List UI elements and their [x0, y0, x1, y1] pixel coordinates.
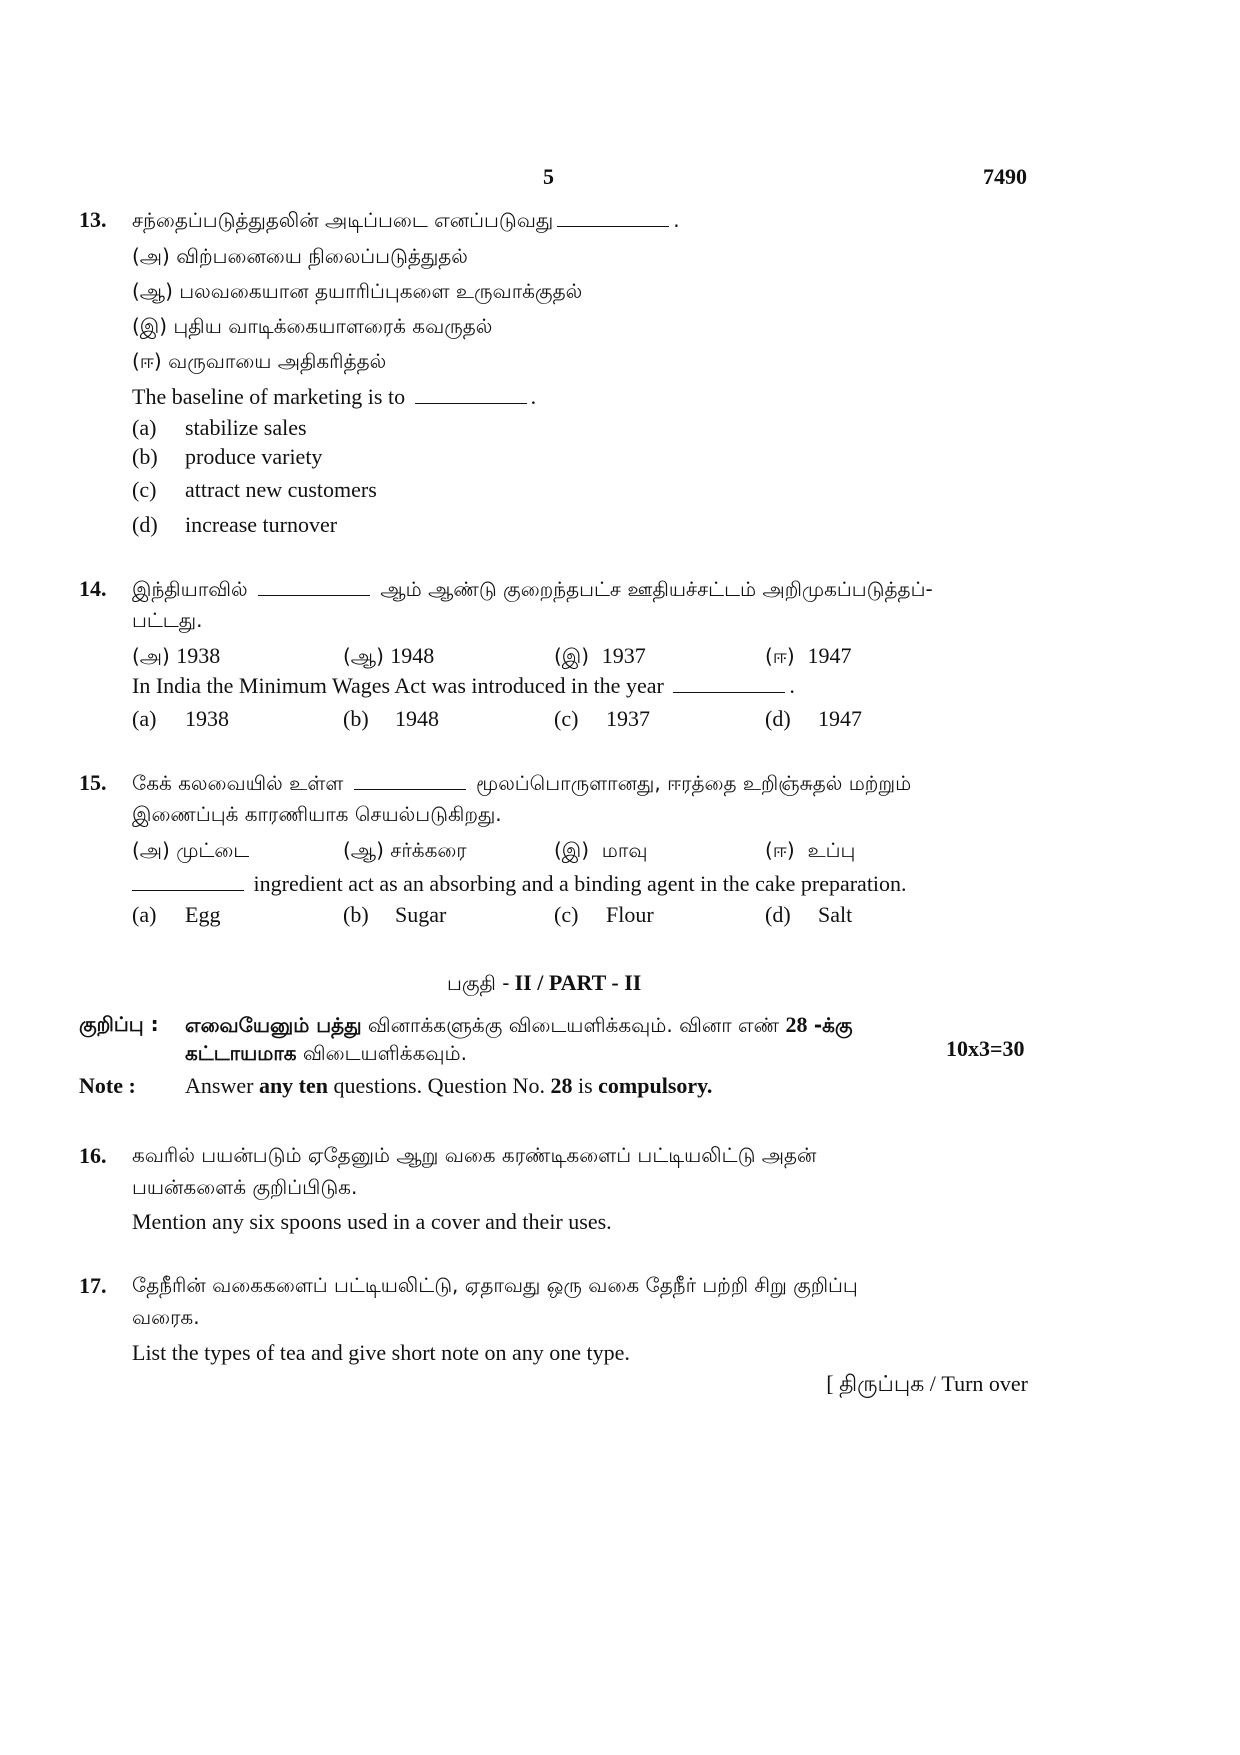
question-text-en: In India the Minimum Wages Act was introduced in the year . — [132, 673, 795, 698]
option-ta: (அ) முட்டை — [132, 838, 250, 862]
marks-allocation: 10x3=30 — [946, 1036, 1025, 1061]
note-label-en: Note : — [79, 1073, 136, 1098]
option-ta: (அ) 1938 — [132, 643, 221, 668]
option-label: (a) — [132, 415, 157, 440]
question-number: 13. — [79, 207, 107, 232]
question-text-en: The baseline of marketing is to . — [132, 384, 537, 409]
answer-blank — [557, 225, 669, 227]
option-label: (d) — [132, 512, 158, 537]
answer-blank — [673, 691, 785, 693]
option-text: increase turnover — [185, 512, 338, 537]
question-text-ta: கேக் கலவையில் உள்ள மூலப்பொருளானது, ஈரத்தை உறிஞ்சுதல் மற்றும் — [132, 771, 912, 795]
answer-blank — [258, 594, 370, 596]
question-text-ta: இந்தியாவில் ஆம் ஆண்டு குறைந்தபட்ச ஊதியச்சட்டம் அறிமுகப்படுத்தப்- — [132, 577, 933, 601]
option-label: (c) — [554, 902, 579, 927]
option-text: Salt — [818, 902, 853, 927]
question-text-ta-line2: பட்டது. — [132, 608, 203, 632]
question-text-en: List the types of tea and give short note on any one type. — [132, 1340, 630, 1365]
option-label: (d) — [765, 706, 791, 731]
option-label: (c) — [132, 477, 157, 502]
option-ta: (ஆ) பலவகையான தயாரிப்புகளை உருவாக்குதல் — [132, 279, 583, 303]
note-text-ta: எவையேனும் பத்து வினாக்களுக்கு விடையளிக்கவும். வினா எண் 28 -க்கு — [185, 1012, 853, 1037]
option-text: 1937 — [606, 706, 650, 731]
option-ta: (ஈ) உப்பு — [765, 838, 856, 862]
answer-blank — [132, 889, 244, 891]
question-text-ta: கவரில் பயன்படும் ஏதேனும் ஆறு வகை கரண்டிகளைப் பட்டியலிட்டு அதன் — [132, 1143, 817, 1167]
option-label: (b) — [132, 444, 158, 469]
option-label: (c) — [554, 706, 579, 731]
option-text: 1947 — [818, 706, 862, 731]
question-text-en: ingredient act as an absorbing and a binding agent in the cake preparation. — [132, 871, 907, 897]
option-text: stabilize sales — [185, 415, 307, 440]
note-text-ta-line2: கட்டாயமாக விடையளிக்கவும். — [185, 1041, 467, 1065]
turn-over-note: [ திருப்புக / Turn over — [826, 1371, 1028, 1396]
section-heading: பகுதி - II / PART - II — [447, 970, 642, 995]
option-label: (a) — [132, 902, 157, 927]
option-ta: (அ) விற்பனையை நிலைப்படுத்துதல் — [132, 244, 468, 268]
option-label: (d) — [765, 902, 791, 927]
option-label: (b) — [343, 902, 369, 927]
question-number: 14. — [79, 576, 107, 601]
note-text-en: Answer any ten questions. Question No. 28 is compulsory. — [185, 1073, 713, 1098]
option-text: Egg — [185, 902, 221, 927]
option-text: 1948 — [395, 706, 439, 731]
question-number: 15. — [79, 770, 107, 795]
option-text: Flour — [606, 902, 654, 927]
option-text: attract new customers — [185, 477, 377, 502]
option-ta: (ஆ) 1948 — [343, 643, 435, 668]
question-text-ta: சந்தைப்படுத்துதலின் அடிப்படை எனப்படுவது . — [132, 208, 680, 232]
question-number: 17. — [79, 1273, 107, 1298]
note-label-ta: குறிப்பு : — [79, 1012, 159, 1036]
question-text-ta: தேநீரின் வகைகளைப் பட்டியலிட்டு, ஏதாவது ஒரு வகை தேநீர் பற்றி சிறு குறிப்பு — [132, 1273, 858, 1297]
answer-blank — [415, 402, 527, 404]
question-text-ta-line2: வரைக. — [132, 1305, 200, 1329]
paper-code: 7490 — [983, 164, 1027, 189]
answer-blank — [354, 788, 466, 790]
option-ta: (இ) புதிய வாடிக்கையாளரைக் கவருதல் — [132, 314, 493, 338]
option-text: produce variety — [185, 444, 323, 469]
option-ta: (இ) 1937 — [554, 643, 646, 668]
option-ta: (ஆ) சர்க்கரை — [343, 838, 467, 862]
question-text-ta-line2: பயன்களைக் குறிப்பிடுக. — [132, 1175, 358, 1199]
option-label: (b) — [343, 706, 369, 731]
option-ta: (ஈ) வருவாயை அதிகரித்தல் — [132, 349, 387, 373]
option-label: (a) — [132, 706, 157, 731]
option-ta: (ஈ) 1947 — [765, 643, 852, 668]
question-number: 16. — [79, 1143, 107, 1168]
question-text-en: Mention any six spoons used in a cover and their uses. — [132, 1209, 612, 1234]
question-text-ta-line2: இணைப்புக் காரணியாக செயல்படுகிறது. — [132, 802, 502, 826]
option-ta: (இ) மாவு — [554, 838, 648, 862]
page-number: 5 — [543, 164, 554, 189]
option-text: 1938 — [185, 706, 229, 731]
option-text: Sugar — [395, 902, 447, 927]
